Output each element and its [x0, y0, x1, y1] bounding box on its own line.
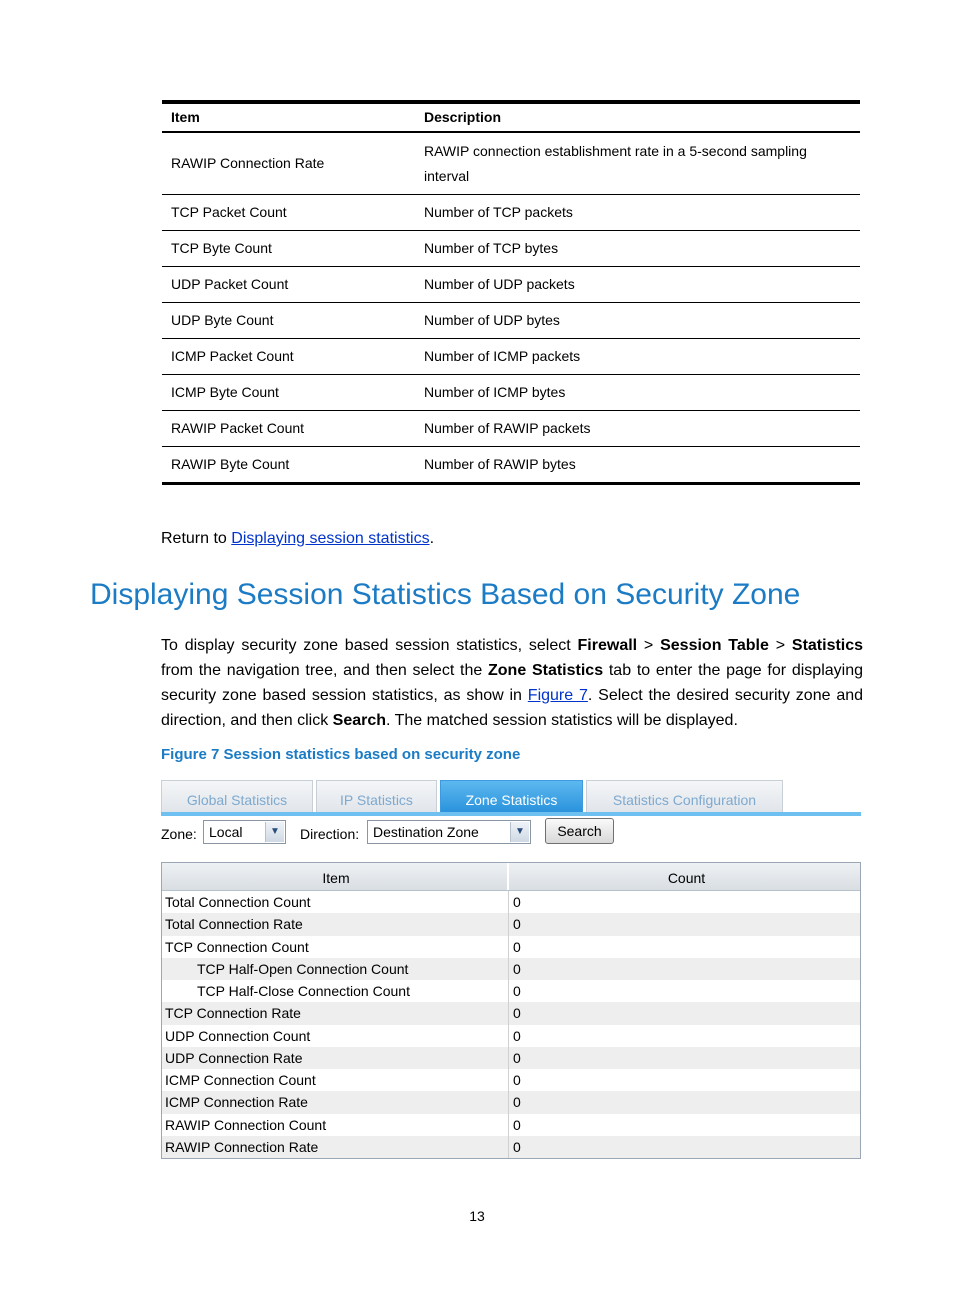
grid-item: TCP Connection Rate: [162, 1002, 509, 1024]
grid-item: Total Connection Count: [162, 891, 509, 913]
table-row: [162, 133, 860, 195]
table-row: [162, 447, 860, 482]
section-heading: Displaying Session Statistics Based on Security Zone: [90, 578, 801, 611]
statistics-tabs: [161, 780, 861, 816]
figure-caption: Figure 7 Session statistics based on security zone: [161, 746, 521, 763]
row-item: RAWIP Byte Count: [171, 456, 290, 472]
zone-select-value: Local: [209, 824, 243, 840]
chevron-down-icon[interactable]: ▼: [510, 822, 529, 842]
zone-label: Zone:: [161, 826, 197, 842]
row-description: RAWIP connection establishment rate in a 5-second sampling interval: [424, 142, 807, 184]
row-item: ICMP Packet Count: [171, 348, 294, 364]
tab-zone-statistics[interactable]: Zone Statistics: [440, 780, 583, 812]
para-text: . The matched session statistics will be displayed.: [386, 712, 738, 729]
table-row: [162, 339, 860, 375]
grid-item: Total Connection Rate: [162, 913, 509, 935]
grid-count: 0: [513, 1072, 521, 1088]
table-row: [162, 1002, 860, 1024]
para-text: To display security zone based session statistics, select: [161, 637, 578, 654]
grid-item: TCP Half-Close Connection Count: [162, 980, 509, 1002]
table-row: [162, 1114, 860, 1136]
return-suffix: .: [429, 530, 435, 547]
grid-count: 0: [513, 1116, 521, 1133]
table-row: [162, 936, 860, 958]
row-description: Number of UDP packets: [424, 276, 575, 292]
grid-count: 0: [513, 1094, 521, 1111]
table-row: [162, 891, 860, 913]
table-row: [162, 1025, 860, 1047]
para-text: >: [768, 637, 792, 654]
grid-count: 0: [513, 916, 521, 933]
table-row: [162, 195, 860, 231]
search-button[interactable]: Search: [545, 818, 614, 844]
para-text: >: [637, 637, 661, 654]
grid-item: TCP Half-Open Connection Count: [162, 958, 509, 980]
grid-header-item: Item: [162, 863, 509, 890]
header-item: Item: [171, 109, 200, 125]
para-text: . Select the desired security zone and direction, and then click: [161, 687, 864, 729]
table-row: [162, 411, 860, 447]
table-row: [162, 1047, 860, 1069]
grid-count: 0: [513, 1005, 521, 1022]
table-row: [162, 980, 860, 1002]
grid-header: [162, 863, 860, 891]
table-row: [162, 913, 860, 935]
row-item: UDP Byte Count: [171, 312, 274, 328]
grid-count: 0: [513, 894, 521, 910]
header-description: Description: [424, 109, 502, 125]
grid-item: RAWIP Connection Rate: [162, 1136, 509, 1158]
grid-count: 0: [513, 1138, 521, 1155]
figure-link[interactable]: Figure 7: [527, 687, 588, 704]
direction-select[interactable]: [367, 820, 531, 844]
grid-item: ICMP Connection Count: [162, 1069, 509, 1091]
row-item: ICMP Byte Count: [171, 384, 279, 400]
grid-item: ICMP Connection Rate: [162, 1091, 509, 1113]
tab-statistics-configuration[interactable]: Statistics Configuration: [586, 780, 783, 812]
page-number: 13: [469, 1208, 485, 1224]
row-item: TCP Byte Count: [171, 240, 272, 256]
grid-item: TCP Connection Count: [162, 936, 509, 958]
grid-count: 0: [513, 1027, 521, 1044]
grid-count: 0: [513, 960, 521, 977]
para-text: tab to enter the page for displaying security zone based session statistics, as show in: [161, 662, 864, 704]
row-item: TCP Packet Count: [171, 204, 287, 220]
row-description: Number of UDP bytes: [424, 312, 560, 328]
return-link[interactable]: Displaying session statistics: [231, 530, 430, 547]
table-row: [162, 303, 860, 339]
table-row: [162, 375, 860, 411]
direction-label: Direction:: [300, 826, 360, 842]
grid-count: 0: [513, 938, 521, 955]
tab-global-statistics[interactable]: Global Statistics: [161, 780, 313, 812]
row-item: UDP Packet Count: [171, 276, 289, 292]
table-row: [162, 958, 860, 980]
para-bold: Statistics: [791, 637, 864, 654]
para-text: from the navigation tree, and then select the: [161, 662, 488, 679]
statistics-grid: [161, 862, 861, 1159]
grid-count: 0: [513, 983, 521, 999]
return-prefix: Return to: [161, 530, 232, 547]
grid-item: UDP Connection Count: [162, 1025, 509, 1047]
tab-underline: [161, 812, 861, 816]
chevron-down-icon[interactable]: ▼: [265, 822, 284, 842]
grid-item: RAWIP Connection Count: [162, 1114, 509, 1136]
table-row: [162, 1091, 860, 1113]
table-row: [162, 1136, 860, 1158]
para-bold: Zone Statistics: [488, 662, 604, 679]
table-row: [162, 1069, 860, 1091]
row-description: Number of ICMP bytes: [424, 384, 566, 400]
grid-item: UDP Connection Rate: [162, 1047, 509, 1069]
row-item: RAWIP Connection Rate: [171, 155, 325, 171]
row-item: RAWIP Packet Count: [171, 420, 305, 436]
para-bold: Session Table: [660, 637, 769, 654]
table-row: [162, 231, 860, 267]
body-paragraph: [161, 633, 863, 733]
grid-count: 0: [513, 1049, 521, 1066]
description-table: [162, 100, 860, 485]
row-description: Number of RAWIP bytes: [424, 456, 576, 472]
zone-select[interactable]: [203, 820, 286, 844]
return-line: [161, 530, 434, 548]
description-table-header: [162, 104, 860, 133]
row-description: Number of TCP bytes: [424, 240, 559, 256]
row-description: Number of TCP packets: [424, 204, 573, 220]
para-bold: Search: [332, 712, 387, 729]
table-row: [162, 267, 860, 303]
para-bold: Firewall: [577, 637, 638, 654]
direction-select-value: Destination Zone: [373, 824, 479, 840]
tab-ip-statistics[interactable]: IP Statistics: [316, 780, 437, 812]
grid-header-count: Count: [667, 870, 706, 886]
row-description: Number of ICMP packets: [424, 348, 581, 364]
row-description: Number of RAWIP packets: [424, 420, 591, 436]
